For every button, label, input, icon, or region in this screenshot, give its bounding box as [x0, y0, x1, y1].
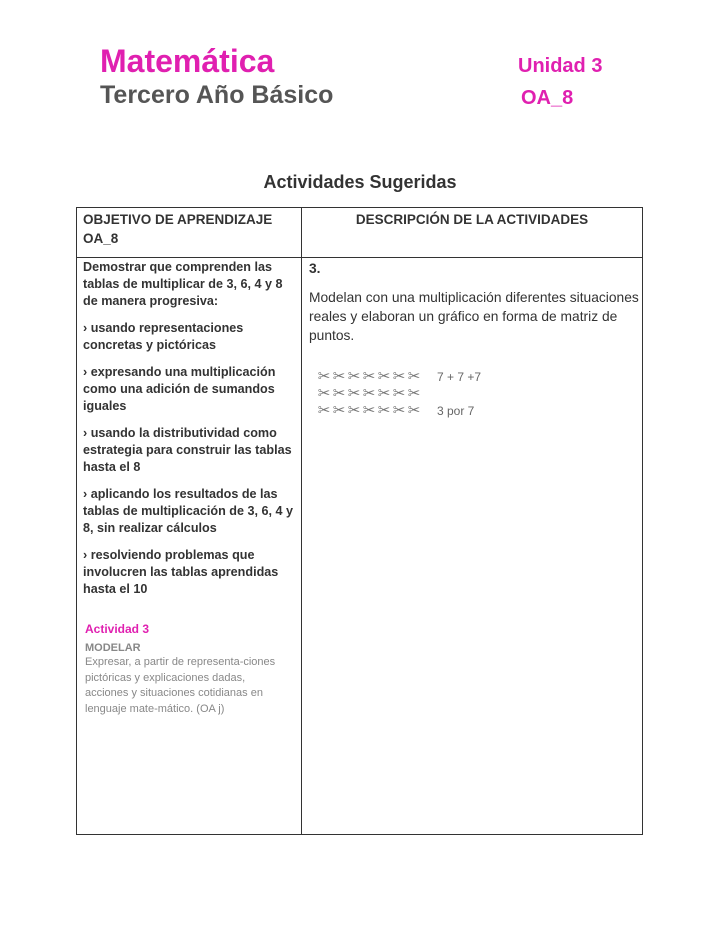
- scissor-icon: ✂: [392, 368, 406, 385]
- activity-text: Modelan con una multiplicación diferentes situaciones reales y elaboran un gráfico en forma de matriz de puntos.: [309, 290, 639, 343]
- objective-item: › usando la distributividad como estrategia para construir las tablas hasta el 8: [83, 426, 292, 474]
- column-divider: [301, 208, 302, 834]
- objective-item: › aplicando los resultados de las tablas de multiplicación de 3, 6, 4 y 8, sin realizar cálculos: [83, 487, 293, 535]
- objective-item: › resolviendo problemas que involucren las tablas aprendidas hasta el 10: [83, 548, 279, 596]
- dot-row: [317, 368, 481, 385]
- scissor-icon: ✂: [392, 385, 406, 402]
- objective-item: › expresando una multiplicación como una adición de sumandos iguales: [83, 365, 276, 413]
- scissor-icon: ✂: [407, 368, 421, 385]
- activity-box: [85, 622, 285, 717]
- scissor-icon: ✂: [392, 402, 406, 419]
- scissor-icon: ✂: [407, 402, 421, 419]
- dot-row-marks: [317, 385, 429, 402]
- scissor-icon: ✂: [317, 385, 331, 402]
- oa-label: OA_8: [521, 87, 574, 109]
- objective-intro: Demostrar que comprenden las tablas de multiplicar de 3, 6, 4 y 8 de manera progresiva:: [83, 260, 283, 308]
- scissor-icon: ✂: [362, 368, 376, 385]
- objective-item: › usando representaciones concretas y pictóricas: [83, 321, 244, 352]
- activities-table: [76, 207, 643, 835]
- activity-mode: MODELAR: [85, 642, 141, 654]
- scissor-icon: ✂: [332, 402, 346, 419]
- scissor-icon: ✂: [332, 385, 346, 402]
- activity-description: Expresar, a partir de representa-ciones pictóricas y explicaciones dadas, acciones y situaciones cotidianas en lenguaje mate-mático. (OA j): [85, 656, 276, 715]
- scissor-icon: ✂: [377, 385, 391, 402]
- course-subtitle: Tercero Año Básico: [100, 81, 334, 109]
- scissor-icon: ✂: [407, 385, 421, 402]
- scissor-icon: ✂: [332, 368, 346, 385]
- page-title: Matemática: [100, 43, 275, 79]
- scissor-icon: ✂: [347, 402, 361, 419]
- scissor-icon: ✂: [347, 368, 361, 385]
- dot-row-marks: [317, 402, 429, 419]
- objective-cell: [83, 259, 295, 608]
- scissor-icon: ✂: [377, 368, 391, 385]
- header-divider: [77, 257, 642, 258]
- activity-title: Actividad 3: [85, 622, 150, 636]
- dot-row: [317, 385, 481, 402]
- scissor-icon: ✂: [347, 385, 361, 402]
- scissor-icon: ✂: [317, 368, 331, 385]
- unit-label: Unidad 3: [518, 55, 603, 77]
- description-cell: [309, 259, 639, 345]
- description-column-header: DESCRIPCIÓN DE LA ACTIVIDADES: [355, 212, 589, 227]
- scissor-icon: ✂: [377, 402, 391, 419]
- objective-column-header: OBJETIVO DE APRENDIZAJE OA_8: [83, 212, 273, 246]
- dot-row-label: 7 + 7 +7: [437, 369, 482, 384]
- activity-number: 3.: [309, 261, 321, 276]
- dot-matrix: [317, 368, 481, 419]
- dot-row: [317, 402, 481, 419]
- scissor-icon: ✂: [317, 402, 331, 419]
- scissor-icon: ✂: [362, 385, 376, 402]
- section-title: Actividades Sugeridas: [263, 172, 457, 192]
- dot-row-label: 3 por 7: [437, 403, 475, 418]
- dot-row-marks: [317, 368, 429, 385]
- scissor-icon: ✂: [362, 402, 376, 419]
